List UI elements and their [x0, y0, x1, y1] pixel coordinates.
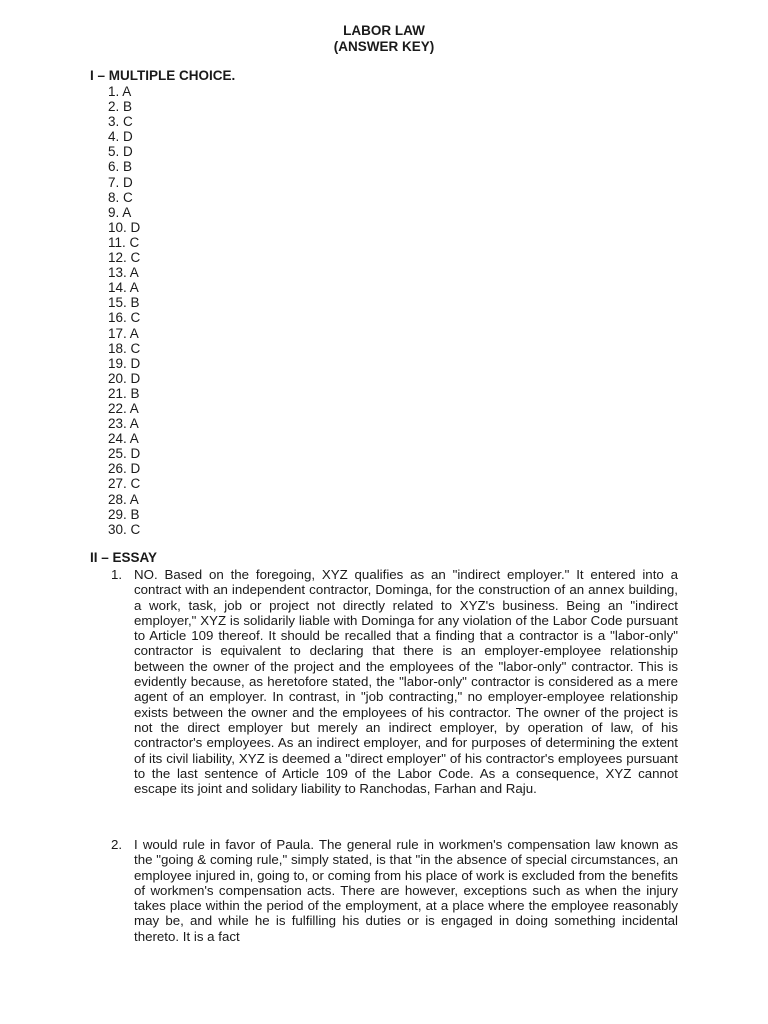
- answer-item: 15. B: [108, 295, 140, 311]
- essay-item: [111, 567, 678, 796]
- essay-item: [111, 837, 678, 944]
- essay-heading: II – ESSAY: [90, 550, 158, 565]
- answer-item: 25. D: [108, 446, 141, 462]
- answer-item: 24. A: [108, 431, 139, 447]
- answer-item: 29. B: [108, 506, 140, 522]
- answer-item: 27. C: [108, 476, 141, 492]
- answer-item: 2. B: [108, 99, 133, 115]
- answer-item: 11. C: [108, 234, 140, 250]
- answer-item: 5. D: [108, 144, 133, 160]
- essay-item-text: NO. Based on the foregoing, XYZ qualifies as an "indirect employer." It entered into a contract with an independent contractor, Dominga, for the construction of an annex building, a work, task, job or project not directly related to XYZ's business. Being an "indirect employer," XYZ is solidarily liable with Dominga for any violation of the Labor Code pursuant to Article 109 thereof. It should be recalled that a finding that a contractor is a "labor-only" contractor is equivalent to declaring that there is an employer-employee relationship between the owner of the project and the employees of the "labor-only" contractor. This is evidently because, as heretofore stated, the "labor-only" contractor is considered as a mere agent of an employer. In contrast, in "job contracting," no employer-employee relationship exists between the owner and the employees of his contractor. The owner of the project is not the direct employer but merely an indirect employer, by operation of law, of his contractor's employees. As an indirect employer, and for purposes of determining the extent of its civil liability, XYZ is deemed a "direct employer" of his contractor's employees pursuant to the last sentence of Article 109 of the Labor Code. As a consequence, XYZ cannot escape its joint and solidary liability to Ranchodas, Farhan and Raju.: [134, 567, 678, 797]
- answer-item: 8. C: [108, 189, 133, 205]
- answer-item: 12. C: [108, 250, 141, 266]
- answer-item: 18. C: [108, 340, 141, 356]
- answer-item: 1. A: [108, 84, 132, 99]
- answer-list: [108, 84, 140, 537]
- answer-item: 20. D: [108, 370, 141, 386]
- answer-item: 21. B: [108, 385, 140, 401]
- document-subtitle: (ANSWER KEY): [333, 39, 435, 54]
- answer-item: 13. A: [108, 265, 139, 281]
- answer-item: 22. A: [108, 400, 139, 416]
- answer-item: 28. A: [108, 491, 139, 507]
- answer-item: 23. A: [108, 416, 139, 432]
- answer-item: 10. D: [108, 219, 141, 235]
- essay-item-number: 2.: [111, 837, 123, 852]
- answer-item: 9. A: [108, 204, 132, 220]
- answer-item: 14. A: [108, 280, 139, 296]
- answer-item: 6. B: [108, 159, 133, 175]
- answer-item: 4. D: [108, 129, 133, 145]
- document-title: LABOR LAW: [343, 23, 425, 38]
- answer-item: 19. D: [108, 355, 141, 371]
- answer-item: 30. C: [108, 521, 141, 537]
- answer-item: 17. A: [108, 325, 139, 341]
- answer-item: 3. C: [108, 114, 133, 130]
- essay-item-text: I would rule in favor of Paula. The general rule in workmen's compensation law known as the "going & coming rule," simply stated, is that "in the absence of special circumstances, an employee injured in, going to, or coming from his place of work is excluded from the benefits of workmen's compensation acts. There are however, exceptions such as when the injury takes place within the period of the employment, at a place where the employee reasonably may be, and while he is fulfilling his duties or is engaged in doing something incidental thereto. It is a fact: [134, 837, 678, 944]
- answer-item: 16. C: [108, 310, 141, 326]
- essay-item-number: 1.: [111, 567, 123, 582]
- answer-item: 26. D: [108, 461, 141, 477]
- multiple-choice-heading: I – MULTIPLE CHOICE.: [90, 68, 236, 83]
- answer-item: 7. D: [108, 174, 133, 190]
